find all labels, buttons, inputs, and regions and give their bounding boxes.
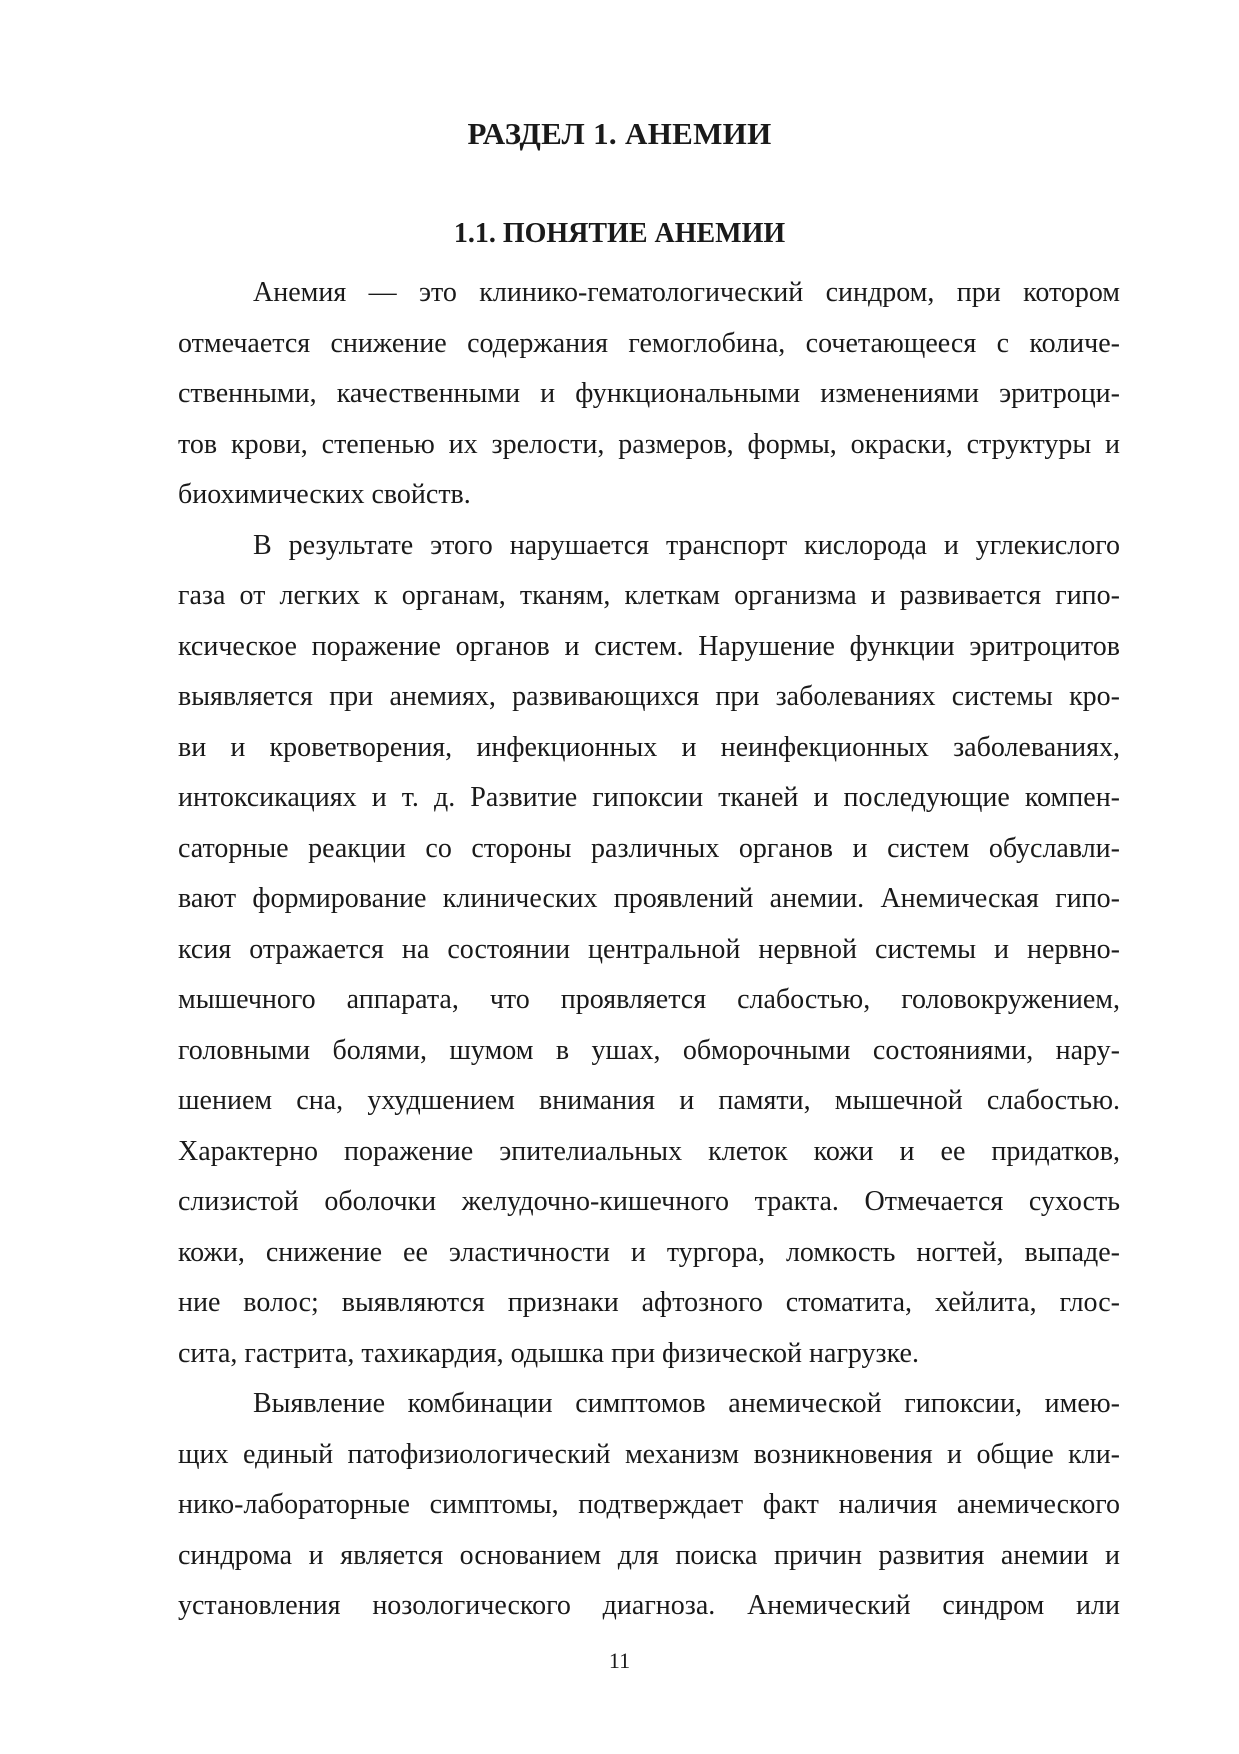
text-line: тов крови, степенью их зрелости, размеров, формы, окраски, структуры и	[178, 428, 1120, 460]
subsection-title: 1.1. ПОНЯТИЕ АНЕМИИ	[453, 218, 786, 249]
paragraph	[178, 1379, 1120, 1632]
text-line: синдрома и является основанием для поиска причин развития анемии и	[178, 1539, 1120, 1571]
text-line: отмечается снижение содержания гемоглобина, сочетающееся с количе-	[178, 327, 1120, 359]
text-line: В результате этого нарушается транспорт кислорода и углекислого	[253, 529, 1120, 561]
text-line: ксия отражается на состоянии центральной нервной системы и нервно-	[178, 933, 1120, 965]
text-line: Выявление комбинации симптомов анемической гипоксии, имею-	[253, 1388, 1120, 1419]
text-line: интоксикациях и т. д. Развитие гипоксии тканей и последующие компен-	[178, 782, 1120, 813]
text-line: ксическое поражение органов и систем. Нарушение функции эритроцитов	[178, 630, 1120, 662]
text-line: ственными, качественными и функциональными изменениями эритроци-	[178, 378, 1120, 409]
text-line: биохимических свойств.	[178, 479, 471, 510]
text-line: ние волос; выявляются признаки афтозного стоматита, хейлита, глос-	[178, 1287, 1120, 1318]
text-line: кожи, снижение ее эластичности и тургора, ломкость ногтей, выпаде-	[178, 1236, 1120, 1268]
text-line: Анемия — это клинико-гематологический синдром, при котором	[253, 277, 1120, 308]
text-line: щих единый патофизиологический механизм возникновения и общие кли-	[178, 1438, 1120, 1470]
text-line: саторные реакции со стороны различных органов и систем обуславли-	[178, 832, 1120, 864]
text-line: установления нозологического диагноза. Анемический синдром или	[178, 1590, 1120, 1621]
text-line: вают формирование клинических проявлений анемии. Анемическая гипо-	[178, 883, 1120, 914]
text-line: сита, гастрита, тахикардия, одышка при физической нагрузке.	[178, 1337, 919, 1369]
text-line: выявляется при анемиях, развивающихся при заболеваниях системы кро-	[178, 681, 1120, 712]
text-line: ви и кроветворения, инфекционных и неинфекционных заболеваниях,	[178, 731, 1120, 763]
text-line: головными болями, шумом в ушах, обморочными состояниями, нару-	[178, 1034, 1120, 1066]
text-line: Характерно поражение эпителиальных клеток кожи и ее придатков,	[178, 1135, 1120, 1167]
text-line: шением сна, ухудшением внимания и памяти, мышечной слабостью.	[178, 1085, 1120, 1116]
text-line: нико-лабораторные симптомы, подтверждает факт наличия анемического	[178, 1489, 1120, 1520]
body-text	[178, 268, 1120, 1632]
paragraph	[178, 268, 1120, 521]
paragraph	[178, 521, 1120, 1380]
section-title: РАЗДЕЛ 1. АНЕМИИ	[467, 116, 772, 151]
text-line: газа от легких к органам, тканям, клеткам организма и развивается гипо-	[178, 580, 1120, 611]
text-line: слизистой оболочки желудочно-кишечного тракта. Отмечается сухость	[178, 1186, 1120, 1217]
page-number: 11	[608, 1648, 631, 1673]
text-line: мышечного аппарата, что проявляется слабостью, головокружением,	[178, 984, 1120, 1015]
